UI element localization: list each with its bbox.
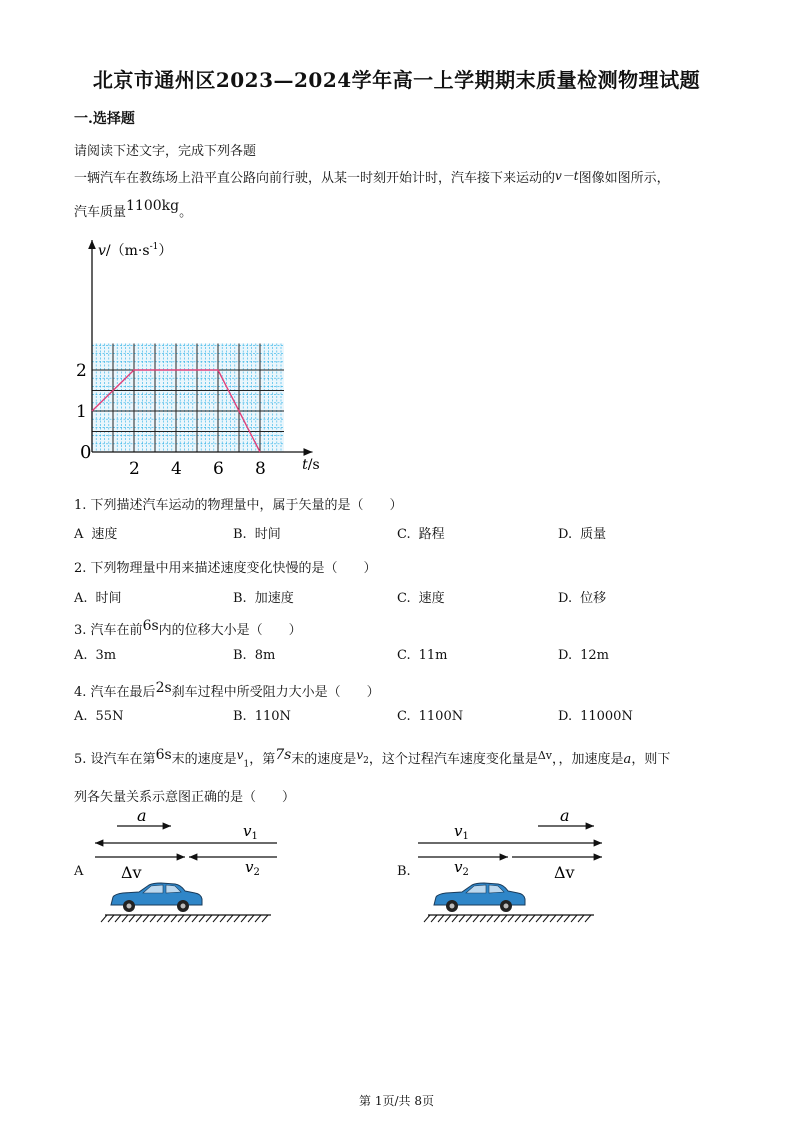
q5-text: ，这个过程汽车速度变化量是 — [368, 752, 538, 767]
intro-line-3 — [74, 198, 193, 220]
question-5-line-1: 5. 设汽车在第6s末的速度是$v_1$，第7s末的速度是$v_2$，这个过程汽车速度变化量是$^{\Delta v}$，，加速度是a，则下 — [74, 747, 671, 770]
option-label: D. — [558, 648, 573, 663]
car-icon — [111, 883, 202, 912]
option-text: 时间 — [254, 527, 281, 542]
x-tick-label: 6 — [213, 459, 224, 479]
intro-text: 图像如图所示， — [578, 171, 670, 186]
option-label: B. — [233, 648, 247, 663]
question-number: 4. — [74, 685, 87, 700]
option-label: B. — [233, 709, 247, 724]
option-text: 速度 — [91, 527, 118, 542]
chart-grid — [92, 344, 284, 453]
q1-option-a[interactable] — [74, 523, 117, 542]
x-tick-label: 4 — [171, 459, 182, 479]
option-label: A. — [74, 709, 88, 724]
q3-option-b[interactable] — [233, 648, 275, 663]
option-text: 12m — [580, 648, 609, 663]
question-math: 6s — [142, 618, 159, 634]
label-v1: $v_1$ — [454, 822, 469, 842]
x-tick-label: 2 — [129, 459, 140, 479]
q5-math: 6s — [155, 747, 172, 763]
label-dv: Δv — [554, 863, 575, 882]
label-a: a — [560, 806, 570, 825]
ground-icon — [101, 915, 271, 922]
option-text: 加速度 — [254, 591, 294, 606]
q5-text: 末的速度是 — [291, 752, 357, 767]
q5-diagram-b[interactable] — [408, 805, 628, 925]
question-text: 下列描述汽车运动的物理量中，属于矢量的是（ ） — [90, 498, 403, 513]
q5-text: ，加速度是 — [558, 752, 624, 767]
ground-icon — [424, 915, 594, 922]
q2-option-c[interactable] — [397, 587, 445, 606]
vt-chart — [0, 235, 793, 485]
q5-text: 设汽车在第 — [90, 752, 156, 767]
q5-num: 5. — [74, 752, 87, 767]
q2-option-b[interactable] — [233, 587, 294, 606]
y-tick-label: 2 — [76, 361, 87, 381]
q5-math: 7s — [275, 747, 292, 763]
option-text: 3m — [95, 648, 117, 663]
label-a: a — [137, 806, 147, 825]
option-text: 路程 — [418, 527, 445, 542]
q5-text: ，第 — [249, 752, 276, 767]
q5-text: ，则下 — [631, 752, 671, 767]
option-label: A — [74, 527, 84, 542]
question-text: 刹车过程中所受阻力大小是（ ） — [171, 685, 380, 700]
option-text: 速度 — [418, 591, 445, 606]
question-text: 下列物理量中用来描述速度变化快慢的是（ ） — [90, 561, 377, 576]
intro-math-mass: 1100kg — [126, 198, 180, 214]
q5-math-a: a — [623, 752, 632, 767]
q1-option-d[interactable] — [558, 523, 606, 542]
option-label: A. — [74, 591, 88, 606]
question-5-line-2: 列各矢量关系示意图正确的是（ ） — [74, 790, 296, 805]
q5-math-v: v — [236, 748, 244, 762]
option-label: C. — [397, 648, 411, 663]
question-2 — [74, 557, 377, 576]
origin-label: 0 — [80, 442, 92, 463]
y-axis-label: $v/(m\cdot s^{-1})$ — [98, 242, 173, 259]
q3-option-d[interactable] — [558, 648, 609, 663]
intro-line-2 — [74, 167, 670, 186]
option-label: D. — [558, 591, 573, 606]
q4-option-b[interactable] — [233, 709, 291, 724]
page-footer: 第 1页/共 8页 — [359, 1094, 434, 1108]
option-text: 位移 — [580, 591, 607, 606]
q3-option-a[interactable] — [74, 648, 116, 663]
q5-option-b-label[interactable]: B. — [397, 864, 411, 879]
q4-option-a[interactable] — [74, 709, 123, 724]
question-text: 汽车在前 — [90, 623, 143, 638]
q1-option-c[interactable] — [397, 523, 445, 542]
q2-option-a[interactable] — [74, 587, 122, 606]
q5-math-sub: 2 — [363, 755, 369, 766]
option-label: A. — [74, 648, 88, 663]
option-text: 1100N — [418, 709, 464, 724]
q2-option-d[interactable] — [558, 587, 606, 606]
intro-text: 汽车质量 — [74, 205, 127, 220]
option-text: 11m — [418, 648, 448, 663]
option-label: C. — [397, 591, 411, 606]
option-text: 8m — [254, 648, 276, 663]
option-text: 11000N — [580, 709, 633, 724]
q5-math-sub: 1 — [243, 759, 250, 770]
q5-math-dv: Δv — [537, 749, 553, 762]
q5-diagram-a[interactable] — [85, 805, 305, 925]
intro-line-1: 请阅读下述文字，完成下列各题 — [74, 144, 257, 159]
question-4 — [74, 681, 380, 700]
x-tick-label: 8 — [255, 459, 266, 479]
q5-math-v: v — [356, 748, 364, 762]
question-3 — [74, 619, 302, 638]
question-number: 2. — [74, 561, 87, 576]
option-label: C. — [397, 709, 411, 724]
question-math: 2s — [155, 680, 172, 696]
section-heading: 一.选择题 — [74, 111, 135, 127]
question-text: 内的位移大小是（ ） — [158, 623, 302, 638]
label-v1: $v_1$ — [243, 822, 258, 842]
intro-math-vt: v－t — [555, 169, 579, 183]
car-icon — [434, 883, 525, 912]
y-tick-label: 1 — [76, 402, 87, 422]
label-dv: Δv — [121, 863, 142, 882]
option-label: D. — [558, 527, 573, 542]
q3-option-c[interactable] — [397, 648, 448, 663]
question-1 — [74, 494, 403, 513]
question-number: 3. — [74, 623, 87, 638]
question-text: 汽车在最后 — [90, 685, 156, 700]
option-label: D. — [558, 709, 573, 724]
q5-text: 末的速度是 — [171, 752, 237, 767]
option-text: 时间 — [95, 591, 122, 606]
option-text: 55N — [95, 709, 124, 724]
label-v2: $v_2$ — [454, 858, 469, 878]
option-label: B. — [233, 527, 247, 542]
q1-option-b[interactable] — [233, 523, 281, 542]
q5-option-a-label[interactable]: A — [74, 864, 84, 879]
option-text: 110N — [254, 709, 291, 724]
intro-text: 一辆汽车在教练场上沿平直公路向前行驶，从某一时刻开始计时，汽车接下来运动的 — [74, 171, 556, 186]
question-number: 1. — [74, 498, 87, 513]
option-label: B. — [233, 591, 247, 606]
page-title: 北京市通州区2023—2024学年高一上学期期末质量检测物理试题 — [92, 68, 701, 92]
q4-option-d[interactable] — [558, 709, 633, 724]
q4-option-c[interactable] — [397, 709, 463, 724]
x-axis-label: t/s — [302, 457, 320, 473]
intro-text: 。 — [179, 205, 193, 220]
option-label: C. — [397, 527, 411, 542]
label-v2: $v_2$ — [245, 858, 260, 878]
option-text: 质量 — [580, 527, 607, 542]
